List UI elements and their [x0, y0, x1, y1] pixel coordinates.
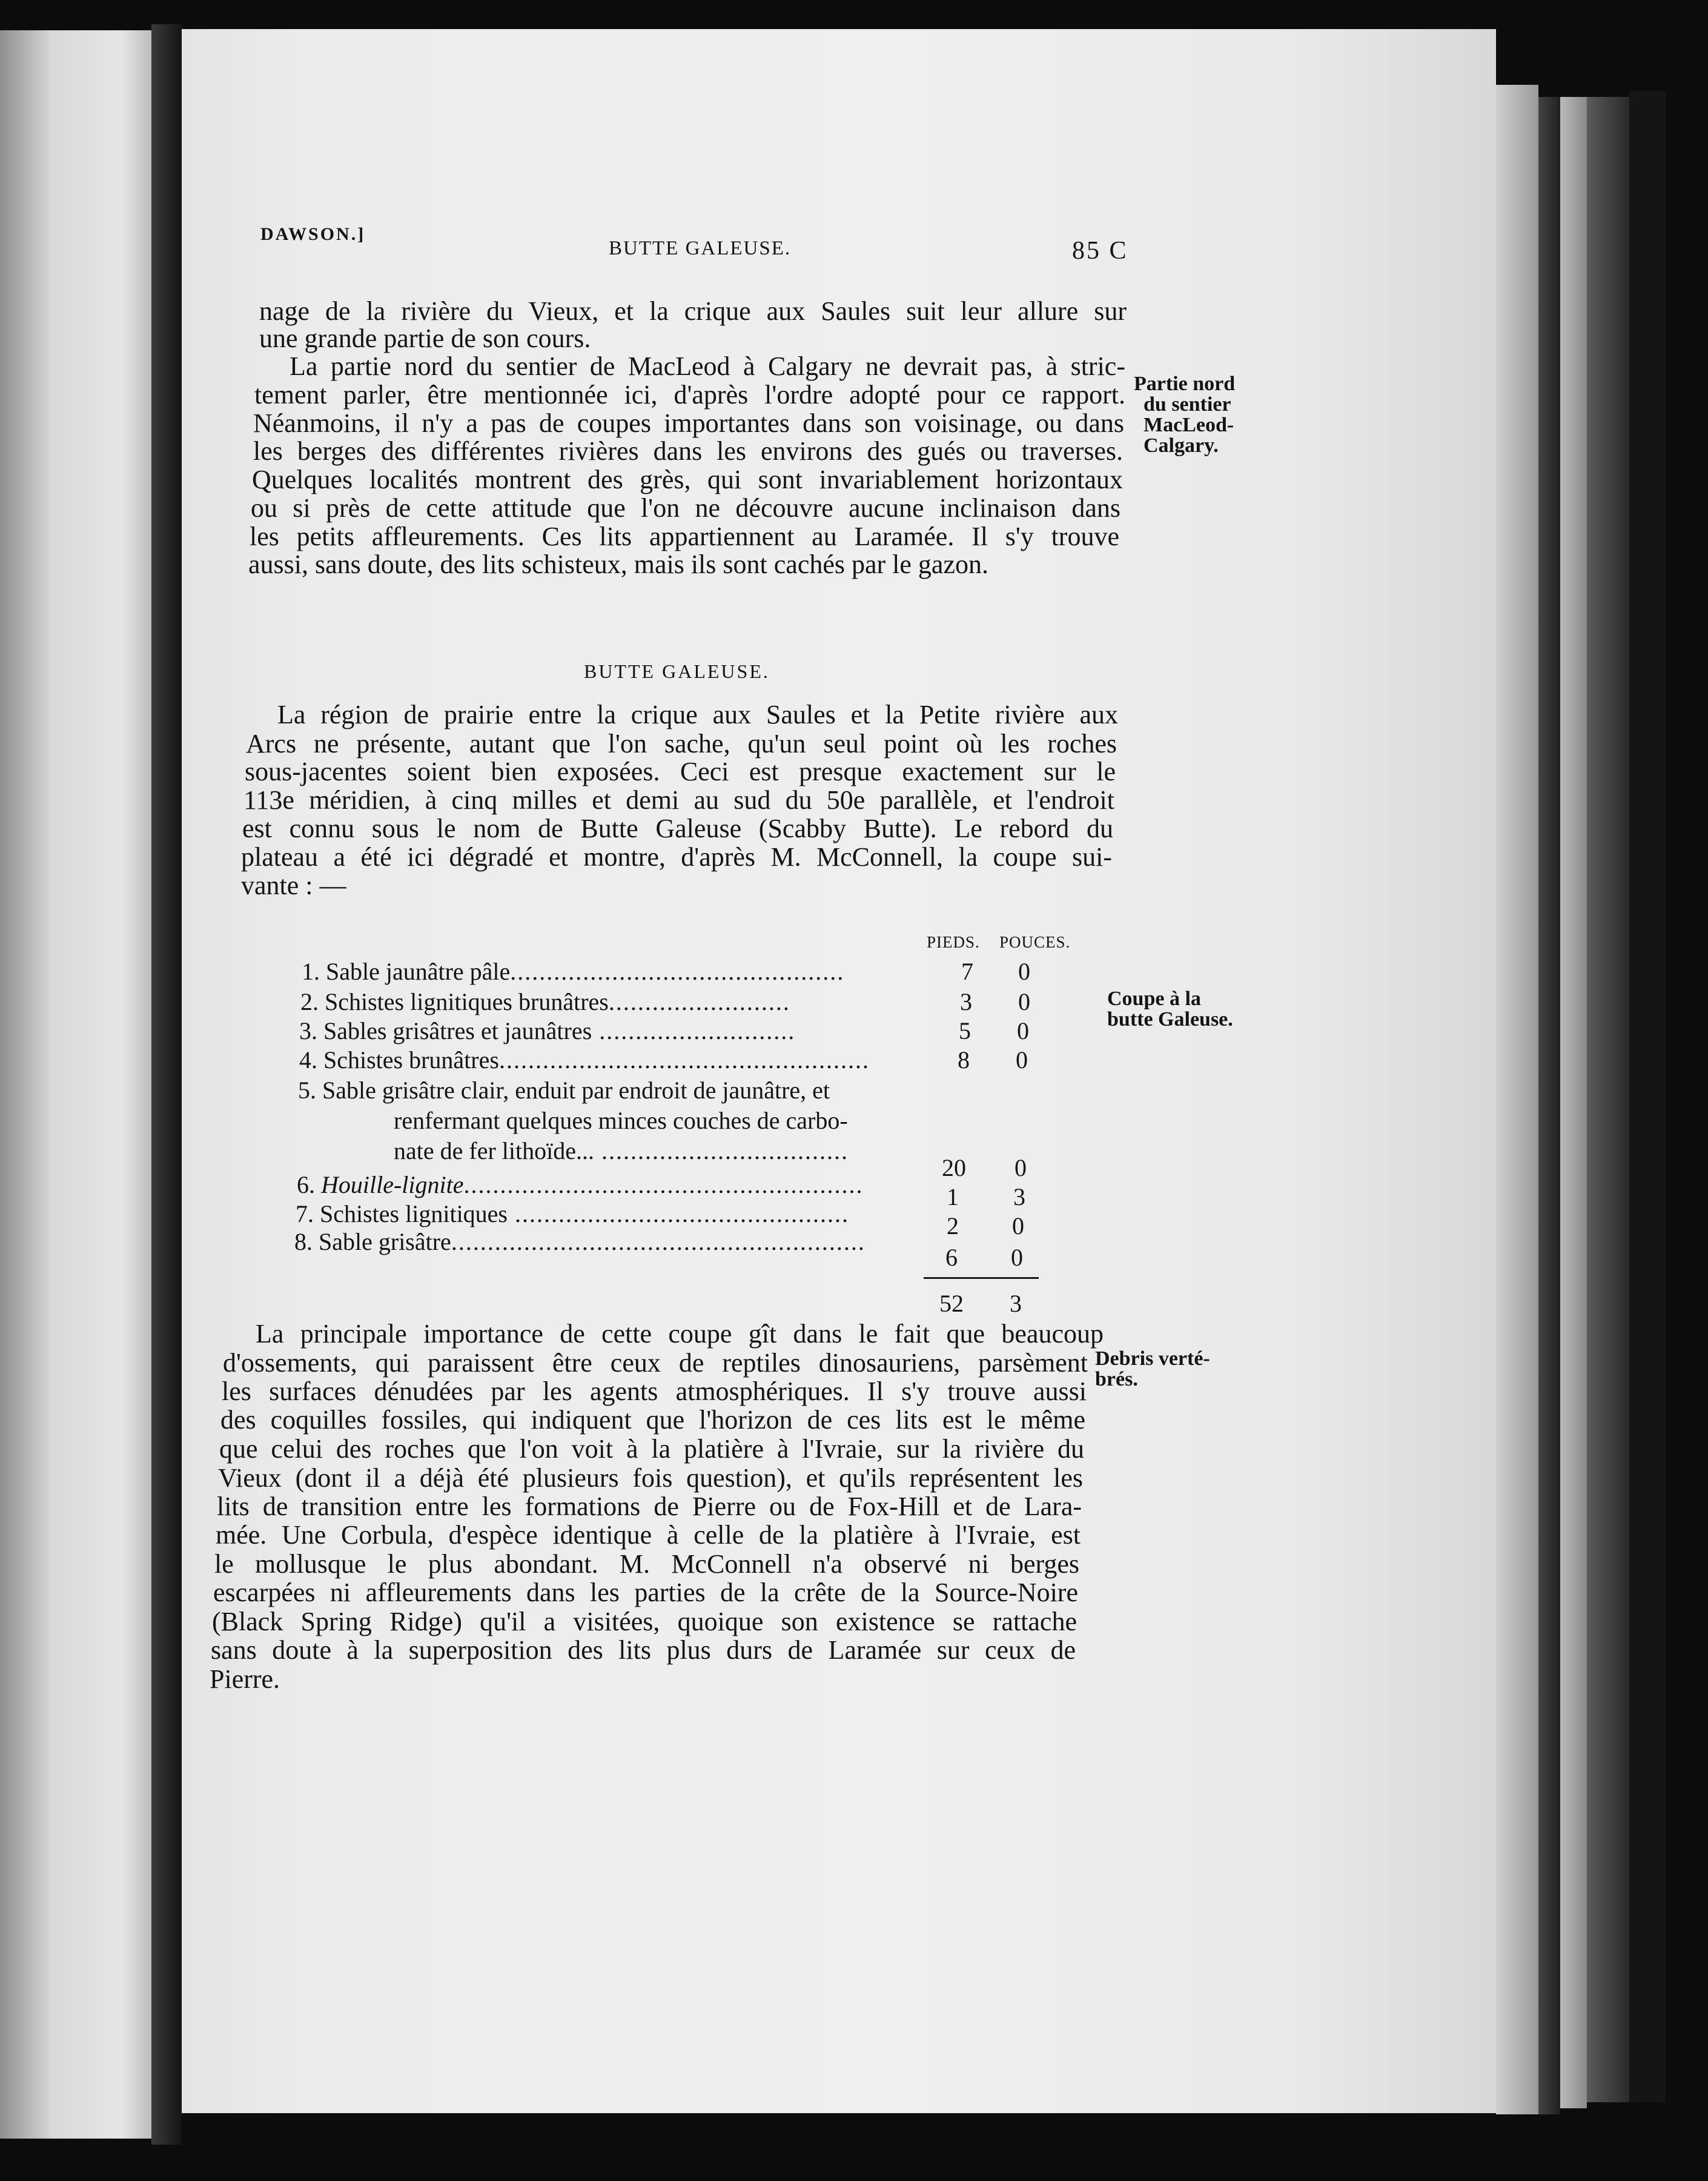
text-line: le mollusque le plus abondant. M. McConnell n'a observé ni berges [214, 1549, 1079, 1579]
text-line: vante : — [241, 871, 346, 900]
text-line: les berges des différentes rivières dans les environs des gués ou traverses. [253, 436, 1123, 466]
table-row: 1. Sable jaunâtre pâle.............................................. [302, 958, 845, 985]
row-label-continued: nate de fer lithoïde... [394, 1137, 594, 1164]
cell-pieds: 5 [959, 1017, 971, 1044]
cell-pouces: 0 [1011, 1244, 1023, 1271]
row-number: 4. [299, 1046, 317, 1074]
cell-pouces: 0 [1016, 1046, 1028, 1074]
cell-pouces: 0 [1015, 1154, 1027, 1181]
text-line: sans doute à la superposition des lits plus durs de Laramée sur ceux de [211, 1635, 1076, 1665]
text-line: aussi, sans doute, des lits schisteux, mais ils sont cachés par le gazon. [248, 549, 988, 579]
text-line: Néanmoins, il n'y a pas de coupes importantes dans son voisinage, ou dans [253, 408, 1124, 438]
text-line: (Black Spring Ridge) qu'il a visitées, quoique son existence se rattache [212, 1607, 1077, 1636]
cell-pieds: 6 [945, 1244, 958, 1271]
row-number: 3. [299, 1017, 317, 1044]
table-row-continued: nate de fer lithoïde... .................................. [394, 1137, 849, 1164]
column-header-pouces: POUCES. [999, 933, 1071, 951]
margin-note-coupe: Coupe à la butte Galeuse. [1107, 988, 1233, 1031]
page-stack-edge [1560, 97, 1587, 2108]
row-label: Schistes brunâtres [323, 1046, 499, 1074]
table-row: 7. Schistes lignitiques .............................................. [296, 1200, 849, 1227]
total-pieds: 52 [939, 1290, 964, 1317]
table-row: 2. Schistes lignitiques brunâtres......................... [300, 988, 790, 1015]
section-heading: BUTTE GALEUSE. [584, 660, 770, 682]
margin-note-debris: Debris verté- brés. [1095, 1347, 1210, 1390]
total-rule [924, 1277, 1039, 1279]
text-line: nage de la rivière du Vieux, et la crique aux Saules suit leur allure sur [259, 296, 1127, 326]
page-stack-edge [1629, 91, 1666, 2102]
text-line: lits de transition entre les formations de Pierre ou de Fox-Hill et de Lara- [217, 1492, 1082, 1521]
margin-note-partie-nord: Partie nord du sentier MacLeod- Calgary. [1134, 373, 1236, 457]
text-line: les petits affleurements. Ces lits appartiennent au Laramée. Il s'y trouve [250, 522, 1119, 551]
row-number: 1. [302, 958, 320, 985]
text-line: sous-jacentes soient bien exposées. Ceci est presque exactement sur le [245, 757, 1116, 786]
text-line: plateau a été ici dégradé et montre, d'après M. McConnell, la coupe sui- [241, 842, 1112, 872]
cell-pieds: 8 [958, 1046, 970, 1074]
row-label: Sables grisâtres et jaunâtres [323, 1017, 592, 1044]
row-label: Sable grisâtre clair, enduit par endroit de jaunâtre, et [322, 1077, 830, 1104]
cell-pouces: 3 [1013, 1183, 1025, 1210]
cell-pouces: 0 [1018, 988, 1030, 1015]
running-head-title: BUTTE GALEUSE. [609, 237, 792, 259]
text-line: des coquilles fossiles, qui indiquent que l'horizon de ces lits est le même [220, 1405, 1085, 1435]
text-line: Pierre. [210, 1664, 280, 1694]
text-line: que celui des roches que l'on voit à la platière à l'Ivraie, sur la rivière du [219, 1434, 1084, 1464]
cell-pouces: 0 [1012, 1212, 1024, 1240]
row-label: Schistes lignitiques brunâtres [325, 988, 609, 1015]
table-row [298, 1076, 830, 1104]
row-number: 7. [296, 1200, 314, 1227]
row-number: 2. [300, 988, 319, 1015]
row-number: 6. [297, 1171, 315, 1198]
text-line: d'ossements, qui paraissent être ceux de reptiles dinosauriens, parsèment [223, 1348, 1088, 1378]
text-line: La région de prairie entre la crique aux Saules et la Petite rivière aux [277, 700, 1118, 729]
text-line: Arcs ne présente, autant que l'on sache, qu'un seul point où les roches [246, 729, 1117, 759]
column-header-pieds: PIEDS. [927, 933, 980, 951]
book-gutter [151, 24, 182, 2145]
cell-pieds: 7 [961, 958, 973, 985]
text-line: est connu sous le nom de Butte Galeuse (Scabby Butte). Le rebord du [242, 814, 1113, 843]
page-stack-edge [1496, 85, 1538, 2114]
facing-page-edge [0, 30, 151, 2139]
text-line: les surfaces dénudées par les agents atmosphériques. Il s'y trouve aussi [222, 1376, 1087, 1406]
row-label: Sable grisâtre [319, 1228, 451, 1255]
table-row: 3. Sables grisâtres et jaunâtres ........................... [299, 1017, 796, 1044]
text-line: escarpées ni affleurements dans les parties de la crête de la Source-Noire [213, 1578, 1078, 1607]
text-line: tement parler, être mentionnée ici, d'après l'ordre adopté pour ce rapport. [254, 380, 1125, 410]
text-line: Vieux (dont il a déjà été plusieurs fois question), et qu'ils représentent les [218, 1463, 1083, 1493]
running-head-author: DAWSON.] [260, 224, 366, 244]
row-label: Houille-lignite [321, 1171, 464, 1198]
text-line: une grande partie de son cours. [259, 324, 591, 353]
text-line: La partie nord du sentier de MacLeod à Calgary ne devrait pas, à stric- [290, 351, 1125, 381]
row-label: Sable jaunâtre pâle [326, 958, 511, 985]
cell-pieds: 1 [947, 1183, 959, 1210]
cell-pieds: 3 [960, 988, 972, 1015]
row-number: 5. [298, 1077, 316, 1104]
text-line: ou si près de cette attitude que l'on ne découvre aucune inclinaison dans [251, 493, 1120, 523]
cell-pouces: 0 [1018, 958, 1030, 985]
page-stack-edge [1538, 97, 1560, 2114]
row-number: 8. [294, 1228, 313, 1255]
text-line: La principale importance de cette coupe gît dans le fait que beaucoup [256, 1319, 1104, 1349]
page-number: 85 C [1072, 237, 1128, 265]
cell-pieds: 20 [942, 1154, 966, 1181]
page-stack-edge [1587, 97, 1629, 2102]
total-pouces: 3 [1010, 1290, 1022, 1317]
row-label: Schistes lignitiques [320, 1200, 508, 1227]
text-line: Quelques localités montrent des grès, qui sont invariablement horizontaux [252, 465, 1123, 494]
table-row: 4. Schistes brunâtres................................................... [299, 1046, 870, 1074]
table-row: 8. Sable grisâtre......................................................... [294, 1228, 866, 1255]
text-line: 113e méridien, à cinq milles et demi au sud du 50e parallèle, et l'endroit [243, 785, 1114, 815]
cell-pouces: 0 [1017, 1017, 1029, 1044]
text-line: mée. Une Corbula, d'espèce identique à celle de la platière à l'Ivraie, est [216, 1520, 1081, 1550]
table-row: 6. Houille-lignite....................................................... [297, 1171, 864, 1198]
row-label-continued: renfermant quelques minces couches de carbo- [394, 1107, 848, 1134]
cell-pieds: 2 [947, 1212, 959, 1240]
